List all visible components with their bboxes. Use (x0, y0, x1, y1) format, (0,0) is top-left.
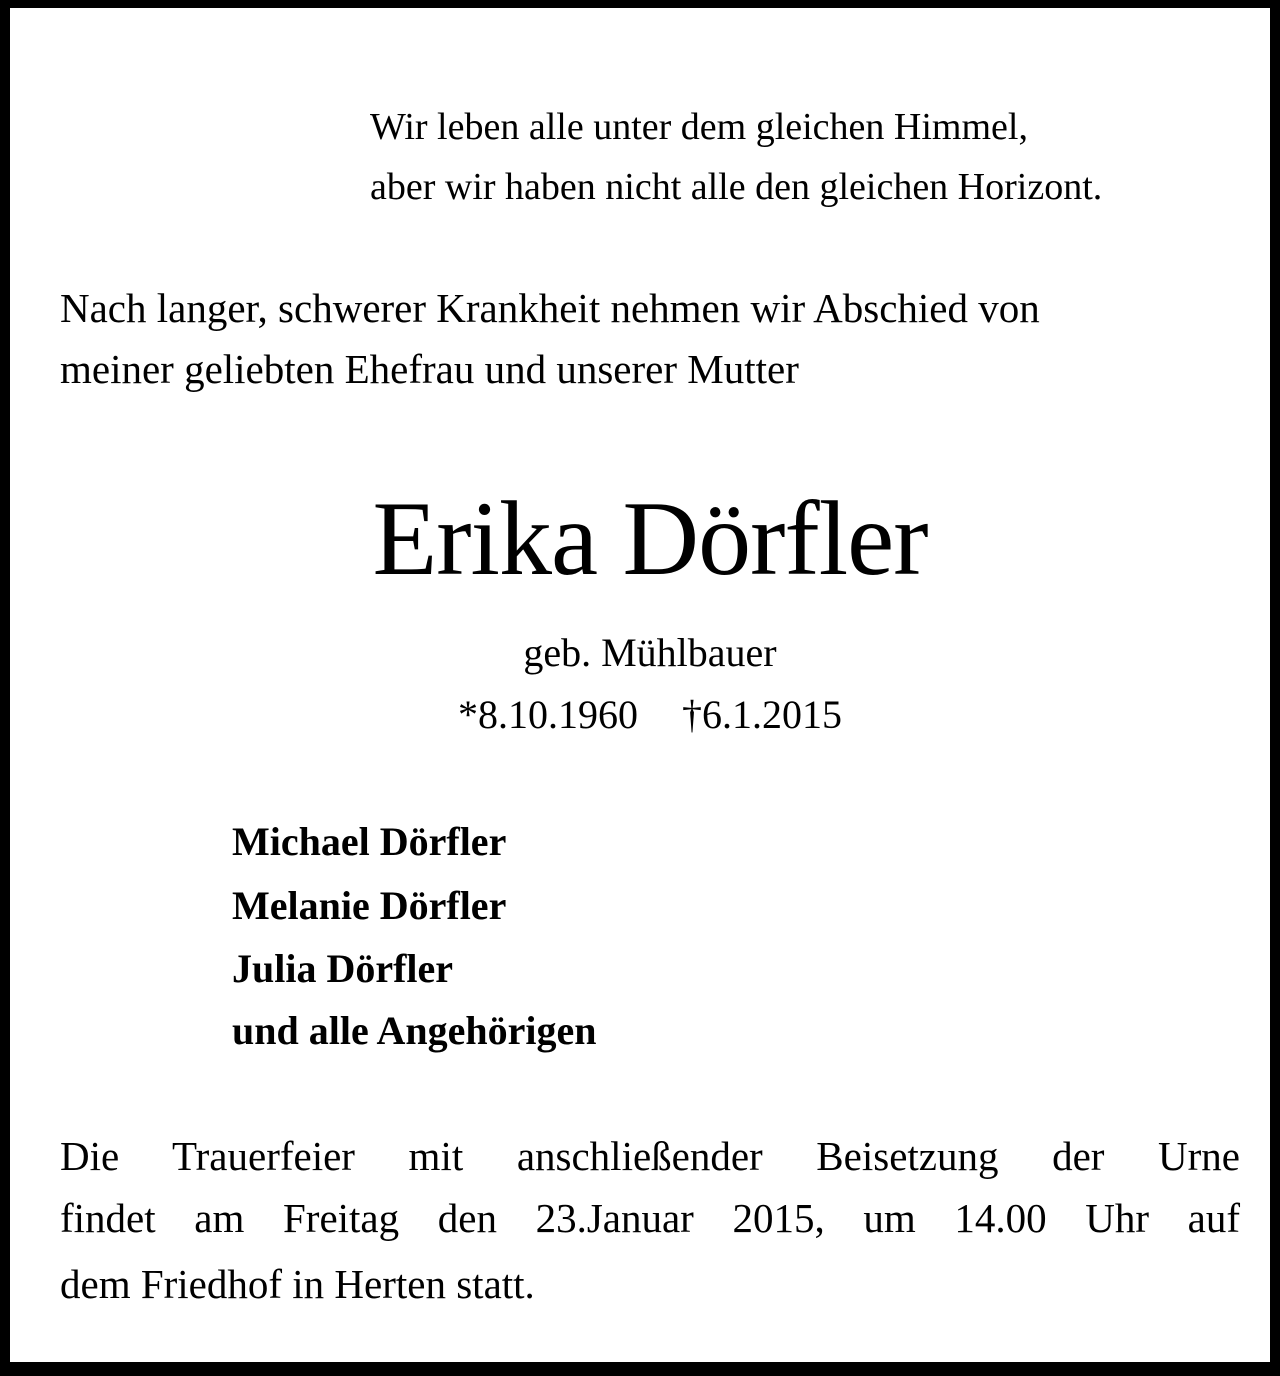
motto-line-2: aber wir haben nicht alle den gleichen Horizont. (370, 166, 1103, 208)
maiden-name: geb. Mühlbauer (523, 630, 777, 675)
intro-line-2: meiner geliebten Ehefrau und unserer Mutter (60, 346, 799, 392)
mourner-3: Julia Dörfler (232, 946, 454, 991)
service-line-1: Die Trauerfeier mit anschließender Beisetzung der Urne (60, 1133, 1240, 1179)
service-line-2: findet am Freitag den 23.Januar 2015, um 14.00 Uhr auf (60, 1195, 1240, 1241)
mourner-4: und alle Angehörigen (232, 1008, 597, 1053)
intro-line-1: Nach langer, schwerer Krankheit nehmen wir Abschied von (60, 285, 1040, 331)
mourner-2: Melanie Dörfler (232, 883, 507, 928)
deceased-name: Erika Dörfler (372, 480, 928, 597)
mourner-1: Michael Dörfler (232, 819, 507, 864)
service-line-3: dem Friedhof in Herten statt. (60, 1261, 535, 1307)
motto-line-1: Wir leben alle unter dem gleichen Himmel, (370, 106, 1028, 148)
life-dates (10, 692, 1280, 737)
birth-date: *8.10.1960 (458, 692, 638, 737)
death-date: †6.1.2015 (682, 692, 842, 737)
